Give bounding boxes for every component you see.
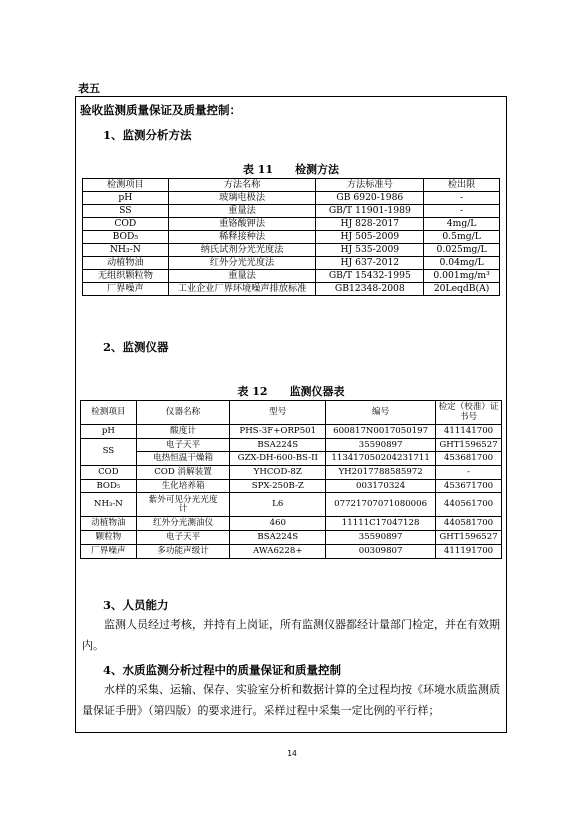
table-row xyxy=(81,466,502,480)
table-cell: 工业企业厂界环境噪声排放标准 xyxy=(168,283,316,296)
table-cell: 厂界噪声 xyxy=(83,283,169,296)
table-cell: - xyxy=(436,466,502,480)
table-cell: 11111C17047128 xyxy=(326,517,436,531)
table-cell: 酸度计 xyxy=(136,425,230,439)
table-cell: pH xyxy=(83,192,169,205)
methods-table xyxy=(82,178,500,296)
table-cell: 07721707071080006 xyxy=(326,493,436,517)
table-cell: 460 xyxy=(230,517,326,531)
table-row xyxy=(83,231,500,244)
table-cell: COD xyxy=(83,218,169,231)
table-cell: 0.04mg/L xyxy=(424,257,500,270)
table-row xyxy=(81,479,502,493)
table-cell: 电子天平 xyxy=(136,531,230,545)
table-row xyxy=(83,205,500,218)
table-cell: BSA224S xyxy=(230,438,326,452)
table-cell: 电子天平 xyxy=(136,438,230,452)
table-header-row xyxy=(81,401,502,425)
col-header: 型号 xyxy=(230,401,326,425)
content-frame xyxy=(75,96,507,733)
table-cell: 红外分光光度法 xyxy=(168,257,316,270)
table-cell: 重量法 xyxy=(168,205,316,218)
table-cell: HJ 637-2012 xyxy=(316,257,424,270)
table-cell: HJ 828-2017 xyxy=(316,218,424,231)
table-cell: 动植物油 xyxy=(83,257,169,270)
table-row xyxy=(81,544,502,558)
table-cell: 20LeqdB(A) xyxy=(424,283,500,296)
table-cell: GB/T 11901-1989 xyxy=(316,205,424,218)
table-header-row xyxy=(83,179,500,192)
table-row xyxy=(81,517,502,531)
col-header: 仪器名称 xyxy=(136,401,230,425)
col-header: 检测项目 xyxy=(83,179,169,192)
table-cell: 纳氏试剂分光光度法 xyxy=(168,244,316,257)
table12-number: 表 12 xyxy=(237,385,268,398)
table-cell: 453671700 xyxy=(436,479,502,493)
table-cell: 35590897 xyxy=(326,531,436,545)
table-cell: 003170324 xyxy=(326,479,436,493)
table-cell: 玻璃电极法 xyxy=(168,192,316,205)
table-cell: pH xyxy=(81,425,137,439)
table-cell: NH₃-N xyxy=(83,244,169,257)
page-label: 表五 xyxy=(78,82,100,95)
table-cell: GB/T 15432-1995 xyxy=(316,270,424,283)
table-cell: YH2017788585972 xyxy=(326,466,436,480)
table-cell: 颗粒物 xyxy=(81,531,137,545)
table-cell: GB 6920-1986 xyxy=(316,192,424,205)
table-cell: 411141700 xyxy=(436,425,502,439)
table-cell: 0.5mg/L xyxy=(424,231,500,244)
table-cell: SS xyxy=(81,438,137,465)
table-cell: 00309807 xyxy=(326,544,436,558)
table-cell: BOD₅ xyxy=(83,231,169,244)
table11-title: 检测方法 xyxy=(295,163,340,176)
table-cell: COD xyxy=(81,466,137,480)
table-cell: PHS-3F+ORP501 xyxy=(230,425,326,439)
heading-personnel: 3、人员能力 xyxy=(103,598,169,612)
table-cell: 440581700 xyxy=(436,517,502,531)
table-row xyxy=(83,192,500,205)
heading-instruments: 2、监测仪器 xyxy=(103,340,169,354)
table-cell: 重量法 xyxy=(168,270,316,283)
table-cell: 无组织颗粒物 xyxy=(83,270,169,283)
table-cell: SPX-250B-Z xyxy=(230,479,326,493)
table-cell: 4mg/L xyxy=(424,218,500,231)
table-cell: L6 xyxy=(230,493,326,517)
col-header: 方法标准号 xyxy=(316,179,424,192)
col-header: 检测项目 xyxy=(81,401,137,425)
paragraph-personnel: 监测人员经过考核，并持有上岗证，所有监测仪器都经计量部门检定，并在有效期内。 xyxy=(82,618,500,652)
table-cell: NH₃-N xyxy=(81,493,137,517)
table-row xyxy=(83,257,500,270)
table12-caption xyxy=(76,383,506,399)
table-cell: HJ 535-2009 xyxy=(316,244,424,257)
table-row xyxy=(83,218,500,231)
table-cell: 0.025mg/L xyxy=(424,244,500,257)
table-cell: - xyxy=(424,205,500,218)
table-cell: COD 消解装置 xyxy=(136,466,230,480)
table-cell: 厂界噪声 xyxy=(81,544,137,558)
col-header: 编号 xyxy=(326,401,436,425)
table11-number: 表 11 xyxy=(242,163,274,176)
heading-analysis-methods: 1、监测分析方法 xyxy=(103,128,192,142)
instruments-table xyxy=(80,400,502,559)
section-title: 验收监测质量保证及质量控制： xyxy=(80,103,241,117)
table-cell: BOD₅ xyxy=(81,479,137,493)
table-cell: GHT1596527 xyxy=(436,531,502,545)
table-cell: BSA224S xyxy=(230,531,326,545)
table-cell: 紫外可见分光光度计 xyxy=(136,493,230,517)
table-cell: GB12348-2008 xyxy=(316,283,424,296)
page-number: 14 xyxy=(287,749,297,758)
table-cell: 440561700 xyxy=(436,493,502,517)
table-cell: 411191700 xyxy=(436,544,502,558)
table-cell: GHT1596527 xyxy=(436,438,502,452)
table-cell: 453681700 xyxy=(436,452,502,466)
heading-water-qa: 4、水质监测分析过程中的质量保证和质量控制 xyxy=(103,663,341,677)
table-cell: 生化培养箱 xyxy=(136,479,230,493)
table-cell: - xyxy=(424,192,500,205)
table-cell: GZX-DH-600-BS-II xyxy=(230,452,326,466)
table-cell: 动植物油 xyxy=(81,517,137,531)
col-header: 检出限 xyxy=(424,179,500,192)
table-cell: 11341705020423171​1 xyxy=(326,452,436,466)
table11-caption xyxy=(76,161,506,177)
table-cell: 多功能声级计 xyxy=(136,544,230,558)
table12-title: 监测仪器表 xyxy=(289,385,345,398)
table-cell: AWA6228+ xyxy=(230,544,326,558)
table-cell: 红外分光测油仪 xyxy=(136,517,230,531)
table-cell: SS xyxy=(83,205,169,218)
table-row xyxy=(81,425,502,439)
table-row xyxy=(83,270,500,283)
table-cell: 35590897 xyxy=(326,438,436,452)
table-cell: HJ 505-2009 xyxy=(316,231,424,244)
table-cell: 0.001mg/m³ xyxy=(424,270,500,283)
table-cell: 稀释接种法 xyxy=(168,231,316,244)
table-row xyxy=(81,531,502,545)
table-row xyxy=(83,244,500,257)
col-header: 方法名称 xyxy=(168,179,316,192)
col-header: 检定（校准）证书号 xyxy=(436,401,502,425)
table-row xyxy=(81,438,502,452)
table-cell: YHCOD-8Z xyxy=(230,466,326,480)
table-cell: 电热恒温干燥箱 xyxy=(136,452,230,466)
table-cell: 重铬酸钾法 xyxy=(168,218,316,231)
table-row xyxy=(81,452,502,466)
paragraph-water-qa: 水样的采集、运输、保存、实验室分析和数据计算的全过程均按《环境水质监测质量保证手册》（第四版）的要求进行。采样过程中采集一定比例的平行样； xyxy=(82,683,500,717)
table-row xyxy=(81,493,502,517)
table-cell: 600817N0017050197 xyxy=(326,425,436,439)
table-row xyxy=(83,283,500,296)
